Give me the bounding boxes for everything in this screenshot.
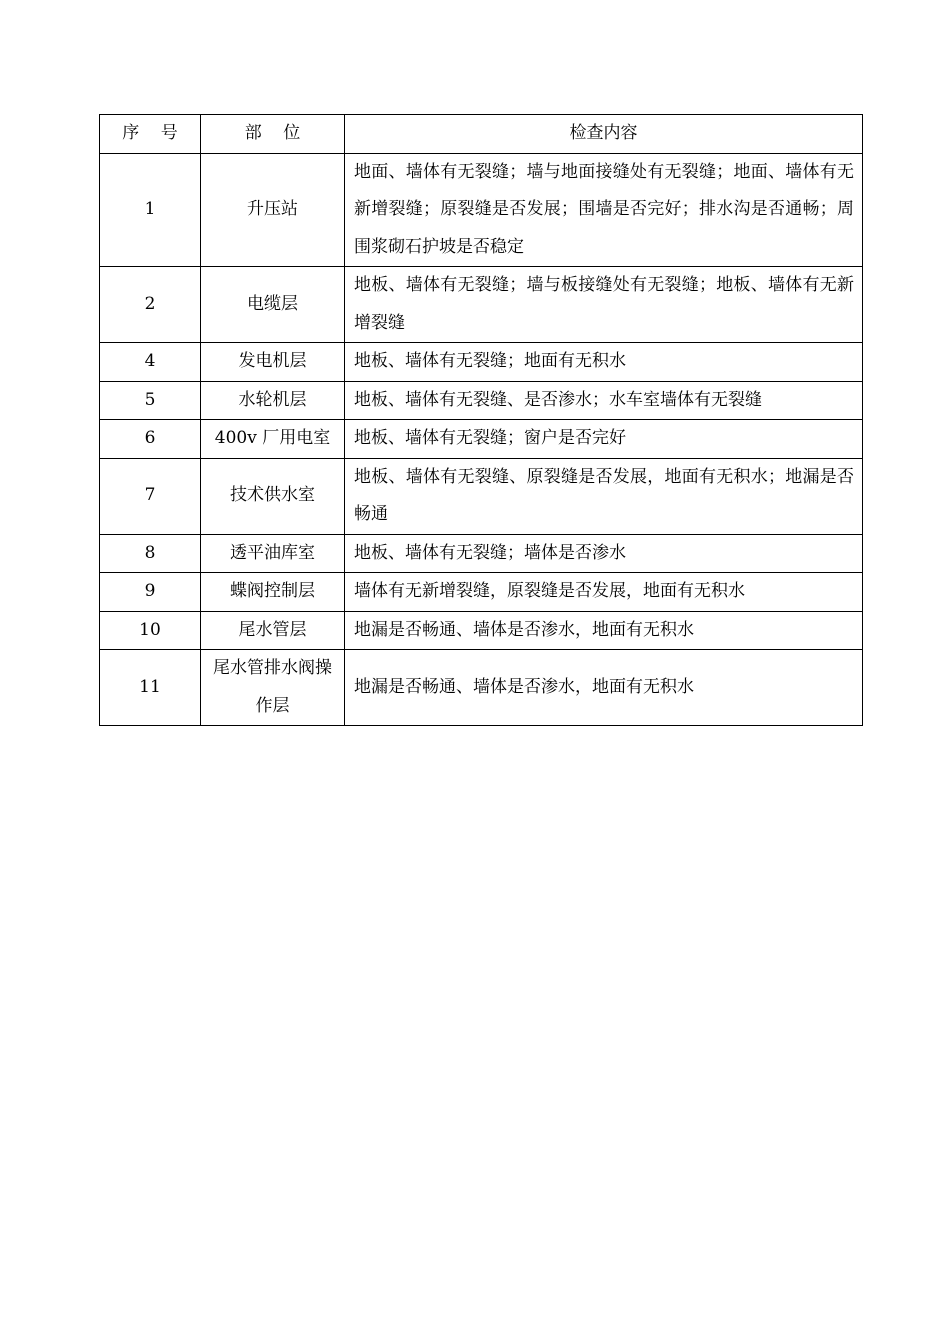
row-content: 地板、墙体有无裂缝；墙与板接缝处有无裂缝；地板、墙体有无新增裂缝 <box>345 267 863 343</box>
table-row <box>100 381 863 420</box>
header-content <box>345 115 863 154</box>
table-row <box>100 650 863 726</box>
row-content: 地板、墙体有无裂缝；窗户是否完好 <box>345 420 863 459</box>
header-location <box>201 115 345 154</box>
row-location: 透平油库室 <box>201 534 345 573</box>
row-location: 技术供水室 <box>201 458 345 534</box>
table-row <box>100 153 863 267</box>
row-number: 6 <box>100 420 201 459</box>
row-number: 7 <box>100 458 201 534</box>
table-row <box>100 611 863 650</box>
table-row <box>100 420 863 459</box>
row-number: 1 <box>100 153 201 267</box>
row-content: 墙体有无新增裂缝，原裂缝是否发展，地面有无积水 <box>345 573 863 612</box>
row-content: 地板、墙体有无裂缝；墙体是否渗水 <box>345 534 863 573</box>
table-row <box>100 573 863 612</box>
row-location: 尾水管排水阀操作层 <box>201 650 345 726</box>
header-no <box>100 115 201 154</box>
row-content: 地板、墙体有无裂缝、是否渗水；水车室墙体有无裂缝 <box>345 381 863 420</box>
row-location: 尾水管层 <box>201 611 345 650</box>
table-row <box>100 534 863 573</box>
row-content: 地板、墙体有无裂缝；地面有无积水 <box>345 343 863 382</box>
header-content-label: 检查内容 <box>569 123 638 143</box>
table-row <box>100 458 863 534</box>
row-location: 电缆层 <box>201 267 345 343</box>
row-number: 11 <box>100 650 201 726</box>
row-content: 地漏是否畅通、墙体是否渗水，地面有无积水 <box>345 611 863 650</box>
row-number: 8 <box>100 534 201 573</box>
row-location: 400v 厂用电室 <box>201 420 345 459</box>
row-number: 4 <box>100 343 201 382</box>
row-number: 2 <box>100 267 201 343</box>
table-row <box>100 267 863 343</box>
row-location: 升压站 <box>201 153 345 267</box>
row-number: 10 <box>100 611 201 650</box>
row-location: 发电机层 <box>201 343 345 382</box>
table-header-row <box>100 115 863 154</box>
header-location-label: 部 位 <box>244 123 301 143</box>
row-location: 水轮机层 <box>201 381 345 420</box>
table-row <box>100 343 863 382</box>
row-number: 9 <box>100 573 201 612</box>
inspection-table <box>99 114 863 726</box>
row-location: 蝶阀控制层 <box>201 573 345 612</box>
row-content: 地面、墙体有无裂缝；墙与地面接缝处有无裂缝；地面、墙体有无新增裂缝；原裂缝是否发展；围墙是否完好；排水沟是否通畅；周围浆砌石护坡是否稳定 <box>345 153 863 267</box>
row-content: 地漏是否畅通、墙体是否渗水，地面有无积水 <box>345 650 863 726</box>
row-number: 5 <box>100 381 201 420</box>
header-no-label: 序 号 <box>122 123 178 143</box>
row-content: 地板、墙体有无裂缝、原裂缝是否发展，地面有无积水；地漏是否畅通 <box>345 458 863 534</box>
